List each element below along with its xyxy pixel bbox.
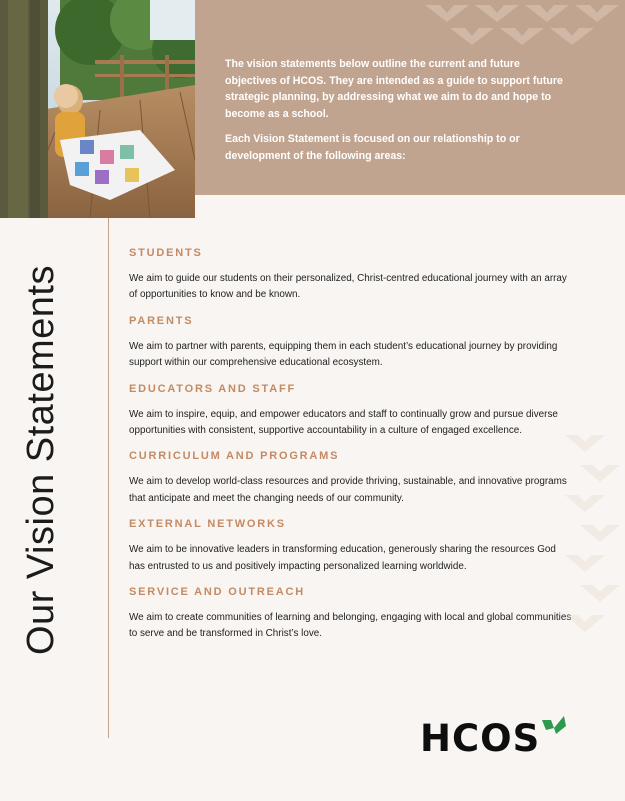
section-body: We aim to develop world-class resources and provide thriving, sustainable, and innovative programs that anticipate and meet the changing needs of our community. bbox=[129, 476, 567, 504]
section-heading: PARENTS bbox=[129, 314, 194, 327]
section-heading: EDUCATORS AND STAFF bbox=[129, 382, 297, 395]
section-curriculum-and-programs bbox=[129, 449, 574, 507]
leaf-mark-icon bbox=[542, 716, 566, 742]
divider-line bbox=[108, 218, 109, 738]
logo-text: HCOS bbox=[420, 717, 541, 760]
hero-photo bbox=[0, 0, 195, 218]
section-heading: SERVICE AND OUTREACH bbox=[129, 586, 305, 599]
section-external-networks bbox=[129, 517, 574, 575]
section-parents bbox=[129, 314, 574, 372]
section-body: We aim to be innovative leaders in transforming education, generously sharing the resources God has entrusted to us and positively impacting personalized learning worldwide. bbox=[129, 544, 556, 572]
child-with-quilt-photo bbox=[0, 0, 195, 218]
section-heading: CURRICULUM AND PROGRAMS bbox=[129, 450, 340, 463]
section-educators-and-staff bbox=[129, 382, 574, 440]
section-body: We aim to guide our students on their personalized, Christ-centred educational journey with an array of opportunities to know and be known. bbox=[129, 273, 567, 301]
section-service-and-outreach bbox=[129, 585, 574, 643]
section-body: We aim to create communities of learning and belonging, engaging with local and global communities to serve and be transformed in Christ’s love. bbox=[129, 612, 572, 640]
intro-paragraph-1: The vision statements below outline the current and future objectives of HCOS. They are intended as a guide to support future strategic planning, by addressing what we aim to do and hope to become as a school. bbox=[225, 58, 563, 120]
chevron-pattern-icon bbox=[420, 0, 625, 50]
section-heading: STUDENTS bbox=[129, 247, 203, 259]
section-body: We aim to partner with parents, equipping them in each student’s educational journey by providing support within our comprehensive educational ecosystem. bbox=[129, 340, 558, 369]
section-heading: EXTERNAL NETWORKS bbox=[129, 518, 286, 531]
page-title: Our Vision Statements bbox=[20, 265, 62, 655]
section-body: We aim to inspire, equip, and empower educators and staff to continually grow and pursue diverse opportunities with consistent, supportive accountability in a culture of engaged excellence. bbox=[129, 408, 558, 437]
chevron-watermark-icon bbox=[560, 430, 625, 660]
intro-paragraph-2: Each Vision Statement is focused on our relationship to or development of the following areas: bbox=[225, 133, 520, 162]
vision-sections bbox=[129, 246, 574, 653]
intro-text bbox=[225, 56, 565, 173]
section-students bbox=[129, 246, 574, 304]
